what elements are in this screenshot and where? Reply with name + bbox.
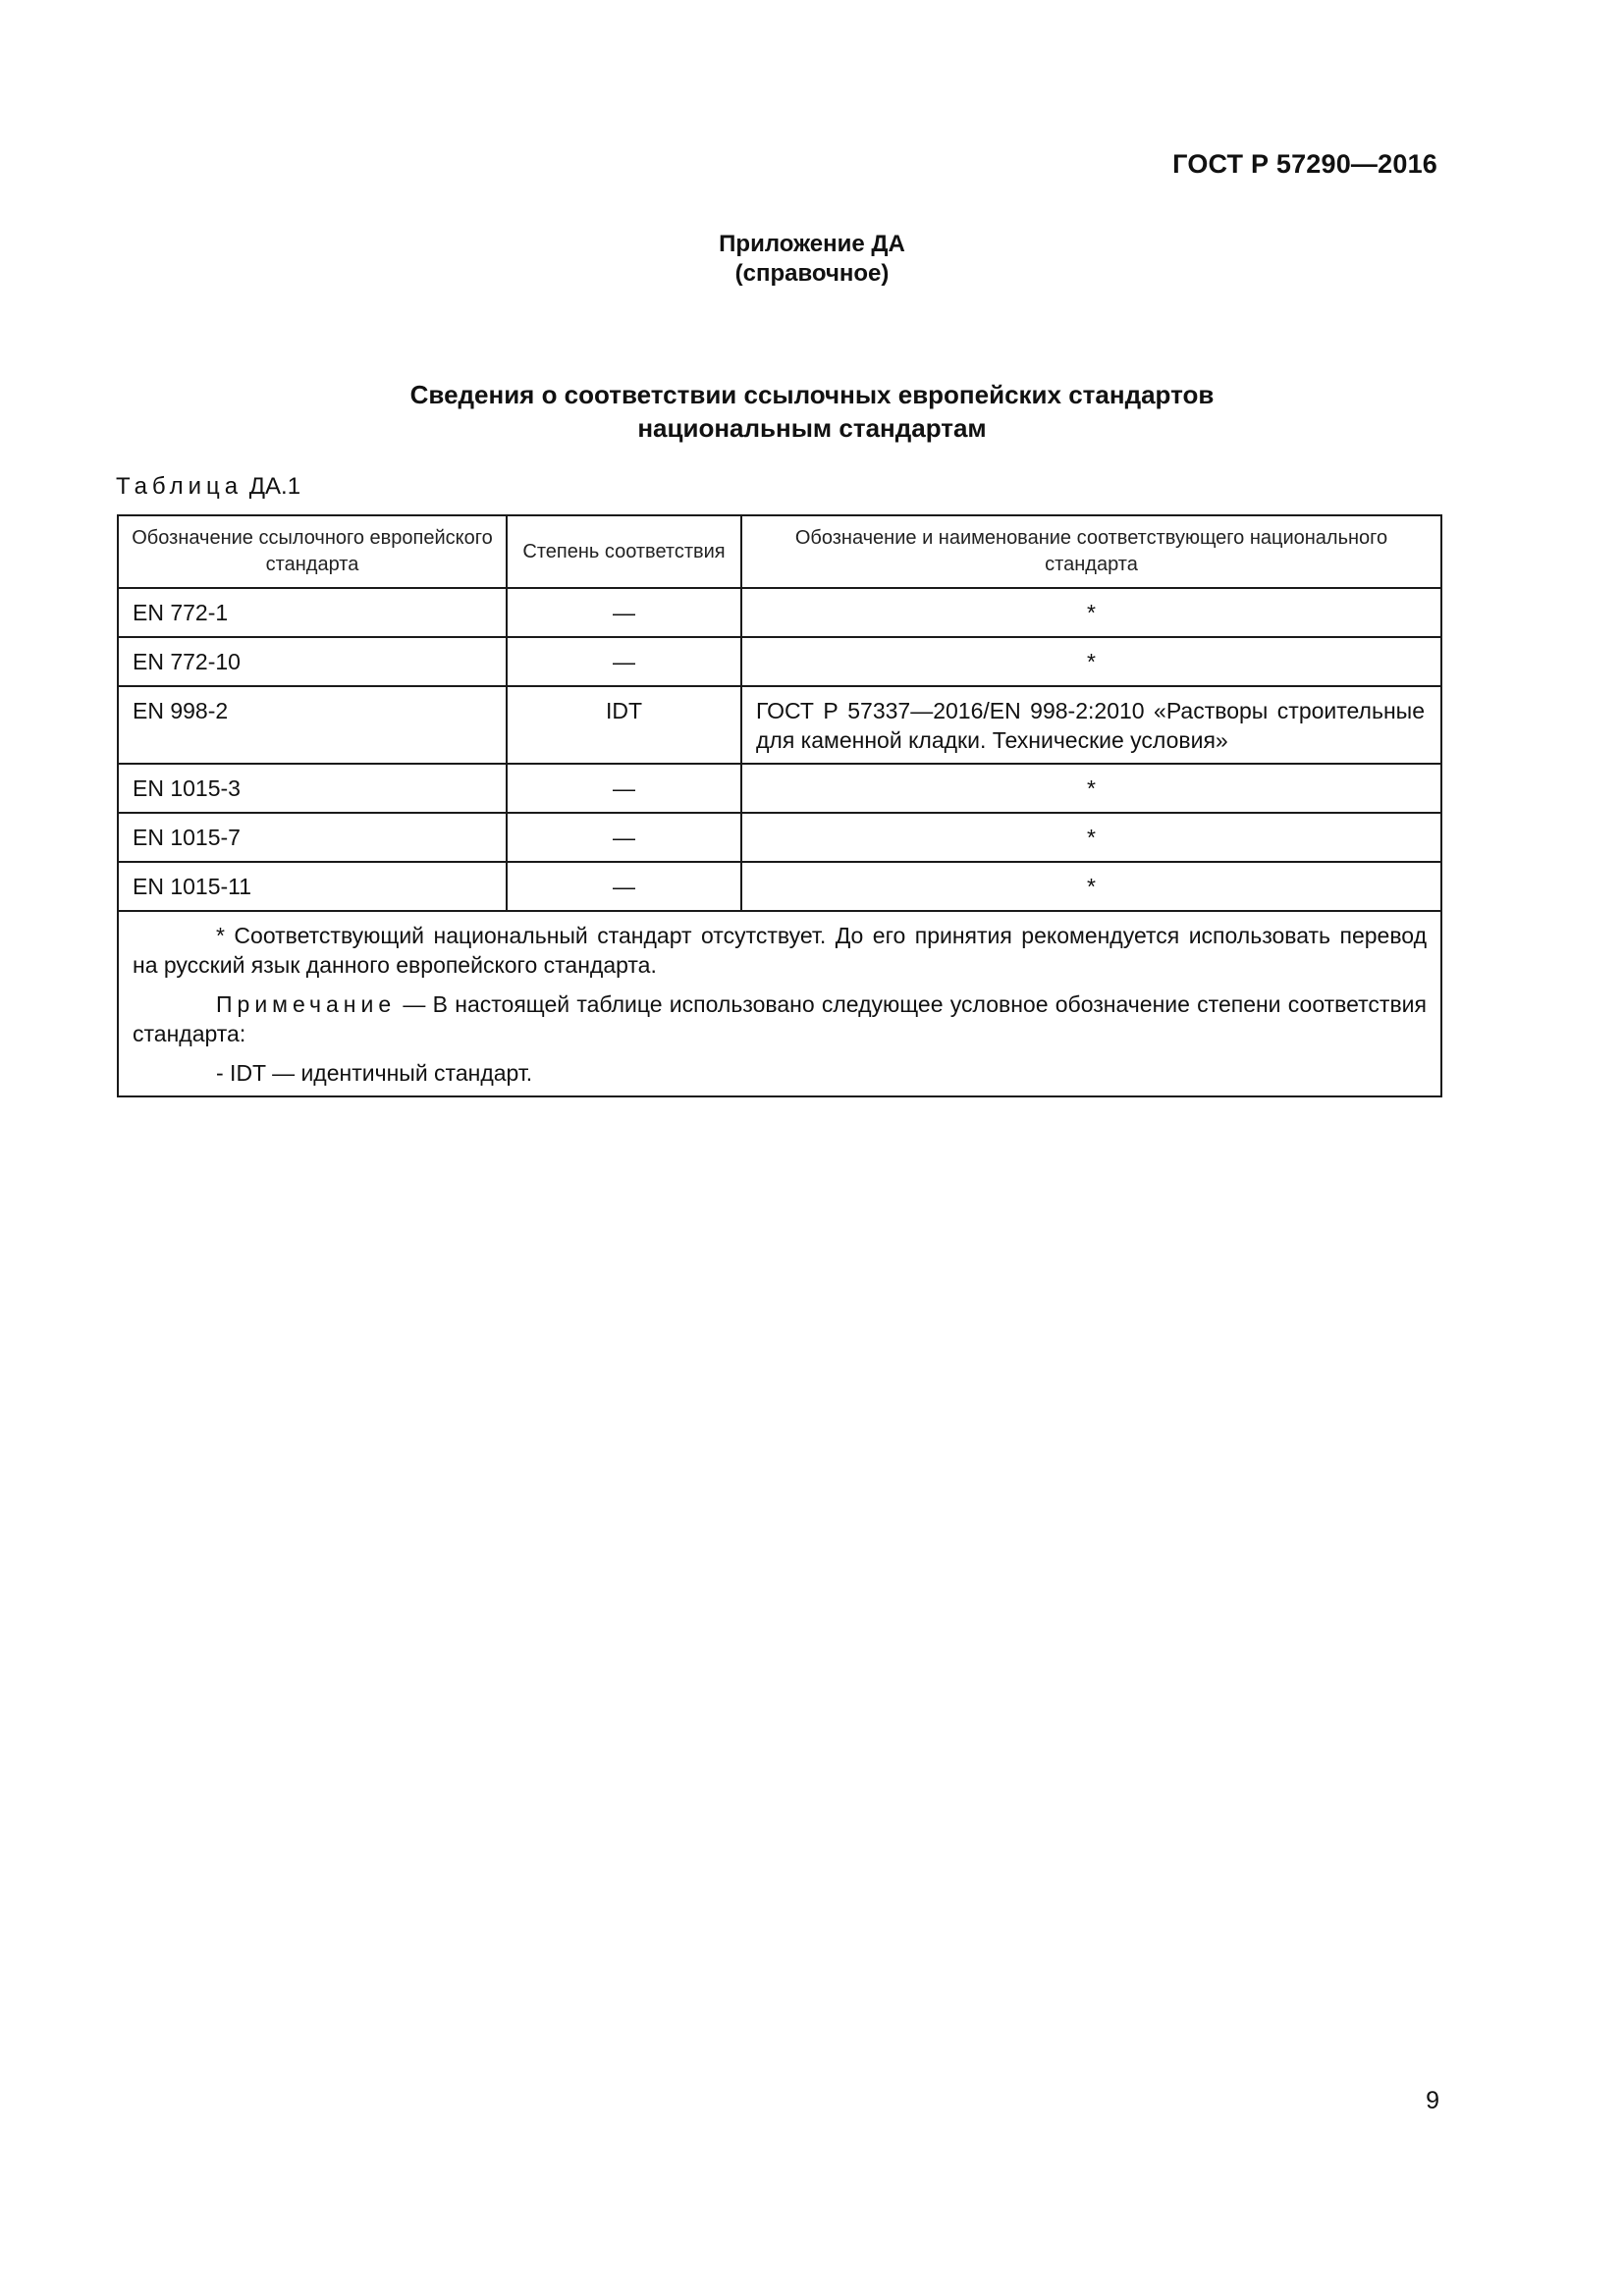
cell-degree: —: [507, 588, 741, 637]
appendix-title: Приложение ДА: [719, 231, 905, 257]
cell-national: ГОСТ Р 57337—2016/EN 998-2:2010 «Растворы строительные для каменной кладки. Технические условия»: [741, 686, 1441, 764]
table-footnote-row: [118, 911, 1441, 1096]
cell-degree: —: [507, 813, 741, 862]
table-row: [118, 588, 1441, 637]
cell-reference: EN 998-2: [118, 686, 507, 764]
page-number: 9: [1426, 2087, 1439, 2114]
table-row: [118, 862, 1441, 911]
note-text: — В настоящей таблице использовано следующее условное обозначение степени соответствия стандарта:: [133, 991, 1427, 1046]
cell-national: *: [741, 637, 1441, 686]
cell-reference: EN 772-10: [118, 637, 507, 686]
table-caption-word: Таблица: [116, 473, 244, 500]
cell-degree: IDT: [507, 686, 741, 764]
header-degree-of-correspondence: Степень соответствия: [507, 515, 741, 588]
section-title-line-1: Сведения о соответствии ссылочных европейских стандартов: [409, 380, 1215, 409]
cell-reference: EN 1015-11: [118, 862, 507, 911]
table-header-row: [118, 515, 1441, 588]
section-title: [0, 378, 1624, 445]
cell-reference: EN 772-1: [118, 588, 507, 637]
section-title-line-2: национальным стандартам: [637, 413, 987, 443]
table-caption-number: ДА.1: [248, 473, 301, 500]
table-row: [118, 637, 1441, 686]
cell-national: *: [741, 813, 1441, 862]
table-caption: [116, 473, 300, 501]
table-footnote-cell: [118, 911, 1441, 1096]
appendix-status: (справочное): [734, 260, 890, 287]
document-designation: ГОСТ Р 57290—2016: [1172, 149, 1437, 179]
table-row: [118, 764, 1441, 813]
footnote-text: * Соответствующий национальный стандарт отсутствует. До его принятия рекомендуется использовать перевод на русский язык данного европейского стандарта.: [133, 923, 1427, 978]
table-row: [118, 813, 1441, 862]
header-reference-standard: Обозначение ссылочного европейского стандарта: [118, 515, 507, 588]
standards-correspondence-table: [117, 514, 1442, 1097]
cell-national: *: [741, 588, 1441, 637]
cell-reference: EN 1015-7: [118, 813, 507, 862]
cell-reference: EN 1015-3: [118, 764, 507, 813]
note-label: Примечание: [216, 991, 397, 1017]
cell-degree: —: [507, 764, 741, 813]
header-national-standard: Обозначение и наименование соответствующего национального стандарта: [741, 515, 1441, 588]
note-paragraph: [133, 989, 1427, 1048]
cell-national: *: [741, 862, 1441, 911]
cell-national: *: [741, 764, 1441, 813]
cell-degree: —: [507, 637, 741, 686]
appendix-heading: [0, 230, 1624, 289]
cell-degree: —: [507, 862, 741, 911]
table-row: [118, 686, 1441, 764]
note-list-item: - IDT — идентичный стандарт.: [216, 1060, 533, 1086]
